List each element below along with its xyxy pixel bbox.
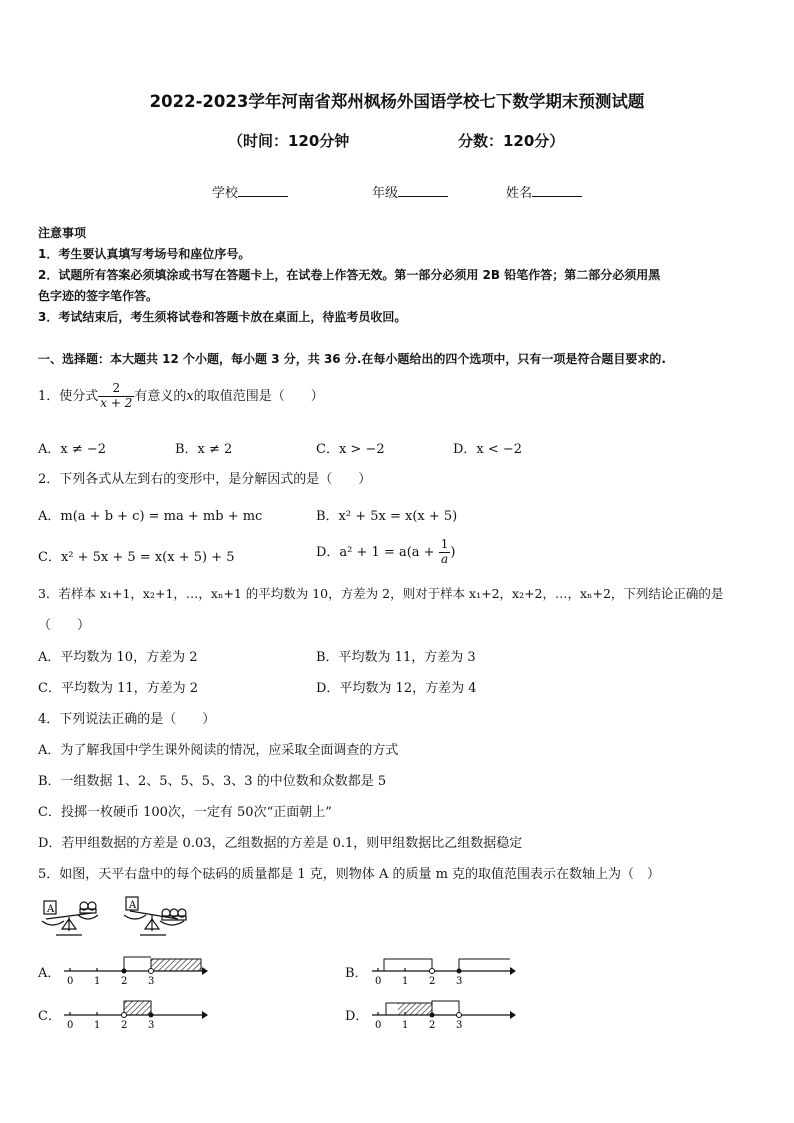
q3-option-b: B．平均数为 11，方差为 3: [316, 650, 476, 665]
notice-item: 3．考试结束后，考生须将试卷和答题卡放在桌面上，待监考员收回。: [38, 310, 407, 324]
q2-option-b: B．x² + 5x = x(x + 5): [316, 509, 458, 524]
q5-option-d-label: D．: [345, 1009, 369, 1024]
notice-item: 色字迹的签字笔作答。: [38, 289, 159, 303]
question-5-stem: 5．如图，天平右盘中的每个砝码的质量都是 1 克，则物体 A 的质量 m 克的取值范围表示在数轴上为（ ）: [38, 867, 661, 882]
q4-option-a: A．为了解我国中学生课外阅读的情况，应采取全面调查的方式: [38, 743, 399, 758]
school-blank: [238, 184, 288, 197]
exam-score: 分数：120分）: [458, 132, 565, 150]
notice-item: 1．考生要认真填写考场号和座位序号。: [38, 247, 251, 261]
name-label: 姓名: [506, 186, 533, 201]
tick-label: 3: [148, 976, 155, 987]
school-label: 学校: [212, 186, 239, 201]
q1-suffix2: 的取值范围是（ ）: [193, 388, 324, 404]
section-heading: 一、选择题：本大题共 12 个小题，每小题 3 分，共 36 分.在每小题给出的四个选项中，只有一项是符合题目要求的.: [38, 352, 666, 366]
tick-label: 1: [402, 1020, 409, 1031]
q1-fraction: [98, 382, 134, 411]
q1-option-d: D．x < −2: [453, 442, 523, 457]
q2-option-c: C．x² + 5x + 5 = x(x + 5) + 5: [38, 550, 235, 565]
q3-option-a: A．平均数为 10，方差为 2: [38, 650, 198, 665]
tick-label: 1: [94, 1020, 101, 1031]
q1-prefix: 1．使分式: [38, 388, 99, 404]
q3-option-d: D．平均数为 12，方差为 4: [316, 681, 477, 696]
q2-optd-fraction: [439, 538, 451, 567]
q1-option-b: B．x ≠ 2: [175, 442, 233, 457]
tick-label: 3: [456, 1020, 463, 1031]
q4-option-b: B．一组数据 1、2、5、5、5、3、3 的中位数和众数都是 5: [38, 774, 387, 789]
q2-optd-text: D．a² + 1 = a(a +: [316, 544, 439, 560]
tick-label: 0: [67, 1020, 74, 1031]
exam-time: （时间：120分钟: [228, 132, 350, 150]
tick-label: 1: [94, 976, 101, 987]
tick-label: 1: [402, 976, 409, 987]
school-field: [212, 182, 288, 201]
q5-option-a-label: A．: [38, 966, 61, 981]
q5-numberline-d: [368, 994, 518, 1034]
tick-label: 3: [456, 976, 463, 987]
question-3-stem: 3．若样本 x₁+1，x₂+1，…，xₙ+1 的平均数为 10，方差为 2，则对于样本 x₁+2，x₂+2，…，xₙ+2，下列结论正确的是: [38, 586, 724, 601]
tick-label: 0: [375, 1020, 382, 1031]
q1-suffix: 有意义的: [134, 388, 187, 404]
q2-option-a: A．m(a + b + c) = ma + mb + mc: [38, 509, 263, 524]
q5-option-c-label: C．: [38, 1009, 61, 1024]
q1-frac-num: 2: [98, 382, 134, 397]
tick-label: 2: [121, 1020, 128, 1031]
name-field: [506, 182, 582, 201]
name-blank: [532, 184, 582, 197]
q3-option-c: C．平均数为 11，方差为 2: [38, 681, 199, 696]
notice-item: 2．试题所有答案必须填涂或书写在答题卡上，在试卷上作答无效。第一部分必须用 2B 铅笔作答；第二部分必须用黑: [38, 268, 661, 282]
q2-optd-close: ): [450, 544, 456, 560]
q2-optd-frac-den: a: [440, 551, 449, 566]
page-title: 2022-2023学年河南省郑州枫杨外国语学校七下数学期末预测试题: [149, 92, 645, 111]
grade-label: 年级: [372, 186, 399, 201]
tick-label: 0: [67, 976, 74, 987]
grade-blank: [398, 184, 448, 197]
question-1-stem: [38, 382, 324, 411]
question-3-stem-cont: （ ）: [38, 618, 91, 633]
q5-numberline-b: [368, 950, 518, 990]
question-2-stem: 2．下列各式从左到右的变形中，是分解因式的是（ ）: [38, 472, 372, 487]
q2-optd-frac-num: 1: [440, 537, 449, 551]
tick-label: 0: [375, 976, 382, 987]
q5-numberline-c: [60, 994, 210, 1034]
tick-label: 3: [148, 1020, 155, 1031]
q2-option-d: [316, 538, 455, 567]
q1-frac-den: x + 2: [100, 395, 133, 410]
q1-option-a: A．x ≠ −2: [38, 442, 107, 457]
grade-field: [372, 182, 448, 201]
q1-var: x: [186, 388, 194, 404]
tick-label: 2: [429, 1020, 436, 1031]
q4-option-d: D．若甲组数据的方差是 0.03，乙组数据的方差是 0.1，则甲组数据比乙组数据稳定: [38, 836, 523, 851]
q1-option-c: C．x > −2: [316, 442, 385, 457]
balance-figure: [38, 895, 198, 943]
balance-1-label: A: [47, 904, 55, 915]
tick-label: 2: [429, 976, 436, 987]
q5-option-b-label: B．: [345, 966, 368, 981]
q5-numberline-a: [60, 950, 210, 990]
tick-label: 2: [121, 976, 128, 987]
question-4-stem: 4．下列说法正确的是（ ）: [38, 712, 216, 727]
balance-2-label: A: [129, 900, 137, 911]
q4-option-c: C．投掷一枚硬币 100次，一定有 50次“正面朝上”: [38, 805, 332, 820]
notice-heading: 注意事项: [38, 226, 87, 240]
